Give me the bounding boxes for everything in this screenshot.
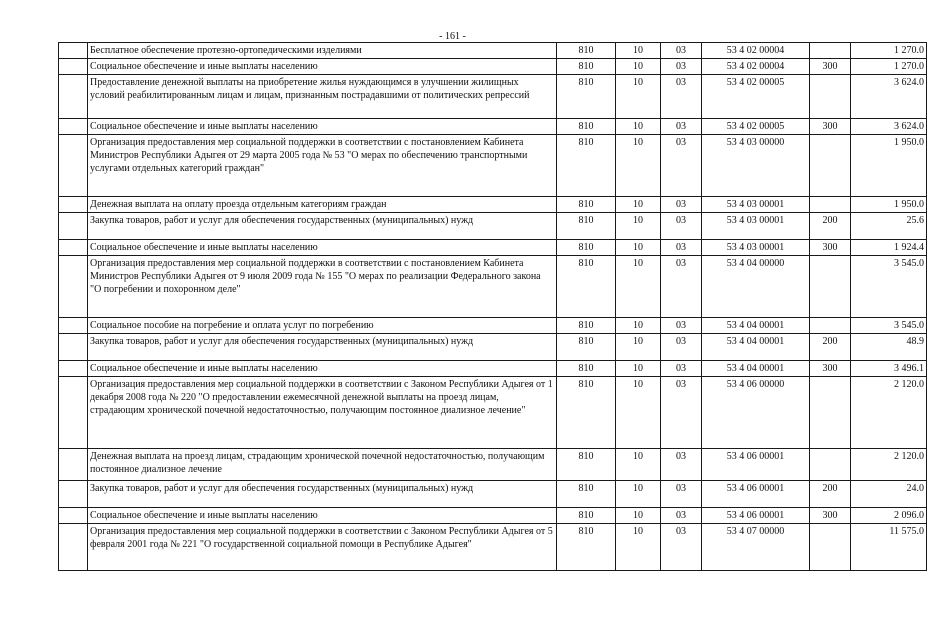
row-amount-text: 11 575.0 xyxy=(889,526,924,537)
row-section-text: 10 xyxy=(633,77,643,88)
row-section-cell xyxy=(616,508,661,524)
row-target-code-cell xyxy=(702,508,810,524)
row-subsection-cell xyxy=(661,59,702,75)
row-target-code-text: 53 4 07 00000 xyxy=(726,526,785,537)
row-section-cell xyxy=(616,135,661,197)
row-subsection-cell xyxy=(661,508,702,524)
row-expense-type-cell xyxy=(810,75,851,119)
table-row xyxy=(59,508,927,524)
row-target-code-text: 53 4 04 00001 xyxy=(726,320,785,331)
row-name-text: Социальное обеспечение и иные выплаты населению xyxy=(90,242,318,253)
row-subsection-cell xyxy=(661,213,702,240)
row-amount-cell xyxy=(851,361,927,377)
row-amount-cell xyxy=(851,213,927,240)
table-row xyxy=(59,213,927,240)
row-section-text: 10 xyxy=(633,451,643,462)
row-subsection-cell xyxy=(661,135,702,197)
row-index-cell xyxy=(59,377,88,449)
table-row xyxy=(59,135,927,197)
row-expense-type-cell xyxy=(810,43,851,59)
row-grp-cell xyxy=(557,361,616,377)
row-section-cell xyxy=(616,256,661,318)
row-grp-cell xyxy=(557,508,616,524)
row-index-cell xyxy=(59,361,88,377)
row-section-cell xyxy=(616,524,661,571)
row-amount-text: 3 496.1 xyxy=(894,363,924,374)
row-grp-cell xyxy=(557,377,616,449)
row-name-cell xyxy=(88,75,557,119)
row-target-code-cell xyxy=(702,318,810,334)
row-name-text: Бесплатное обеспечение протезно-ортопедическими изделиями xyxy=(90,45,362,56)
row-name-text: Закупка товаров, работ и услуг для обеспечения государственных (муниципальных) нужд xyxy=(90,483,474,494)
row-grp-text: 810 xyxy=(578,483,594,494)
row-expense-type-cell xyxy=(810,524,851,571)
row-name-text: Социальное обеспечение и иные выплаты населению xyxy=(90,510,318,521)
row-amount-cell xyxy=(851,197,927,213)
row-target-code-text: 53 4 03 00000 xyxy=(726,137,785,148)
row-index-cell xyxy=(59,75,88,119)
row-name-cell xyxy=(88,197,557,213)
row-subsection-cell xyxy=(661,75,702,119)
row-target-code-text: 53 4 02 00004 xyxy=(726,61,785,72)
row-target-code-text: 53 4 02 00004 xyxy=(726,45,785,56)
table-row xyxy=(59,59,927,75)
row-target-code-text: 53 4 04 00001 xyxy=(726,336,785,347)
row-subsection-text: 03 xyxy=(676,45,686,56)
row-target-code-text: 53 4 02 00005 xyxy=(726,77,785,88)
row-expense-type-cell xyxy=(810,449,851,481)
row-name-text: Денежная выплата на проезд лицам, страдающим хронической почечной недостаточностью, получающим постоянное диализное лечение xyxy=(90,451,545,475)
row-expense-type-cell xyxy=(810,197,851,213)
row-name-text: Закупка товаров, работ и услуг для обеспечения государственных (муниципальных) нужд xyxy=(90,215,474,226)
row-index-cell xyxy=(59,449,88,481)
row-target-code-cell xyxy=(702,119,810,135)
row-section-text: 10 xyxy=(633,258,643,269)
table-row xyxy=(59,481,927,508)
row-index-cell xyxy=(59,508,88,524)
row-index-cell xyxy=(59,481,88,508)
row-expense-type-cell xyxy=(810,135,851,197)
row-expense-type-cell xyxy=(810,508,851,524)
row-amount-text: 1 950.0 xyxy=(894,199,924,210)
table-row xyxy=(59,524,927,571)
row-subsection-cell xyxy=(661,449,702,481)
row-grp-text: 810 xyxy=(578,242,594,253)
table-row xyxy=(59,334,927,361)
row-grp-text: 810 xyxy=(578,121,594,132)
table-row xyxy=(59,197,927,213)
table-row xyxy=(59,377,927,449)
row-subsection-text: 03 xyxy=(676,379,686,390)
row-name-cell xyxy=(88,240,557,256)
row-target-code-cell xyxy=(702,449,810,481)
row-section-cell xyxy=(616,197,661,213)
row-grp-text: 810 xyxy=(578,320,594,331)
row-name-cell xyxy=(88,481,557,508)
row-target-code-cell xyxy=(702,361,810,377)
row-index-cell xyxy=(59,135,88,197)
budget-table-body xyxy=(59,43,927,571)
row-amount-cell xyxy=(851,119,927,135)
row-subsection-text: 03 xyxy=(676,199,686,210)
row-amount-text: 24.0 xyxy=(906,483,924,494)
row-grp-cell xyxy=(557,197,616,213)
row-section-cell xyxy=(616,318,661,334)
row-grp-cell xyxy=(557,119,616,135)
row-index-cell xyxy=(59,197,88,213)
row-grp-text: 810 xyxy=(578,215,594,226)
table-row xyxy=(59,240,927,256)
row-section-text: 10 xyxy=(633,336,643,347)
table-row xyxy=(59,119,927,135)
row-grp-text: 810 xyxy=(578,451,594,462)
row-name-cell xyxy=(88,508,557,524)
row-subsection-text: 03 xyxy=(676,510,686,521)
row-grp-cell xyxy=(557,449,616,481)
row-section-cell xyxy=(616,377,661,449)
row-name-text: Социальное обеспечение и иные выплаты населению xyxy=(90,61,318,72)
table-row xyxy=(59,449,927,481)
row-amount-text: 1 270.0 xyxy=(894,45,924,56)
row-grp-cell xyxy=(557,481,616,508)
row-amount-cell xyxy=(851,481,927,508)
row-name-cell xyxy=(88,334,557,361)
row-target-code-cell xyxy=(702,135,810,197)
row-expense-type-cell xyxy=(810,256,851,318)
row-section-text: 10 xyxy=(633,121,643,132)
row-subsection-text: 03 xyxy=(676,137,686,148)
row-expense-type-cell xyxy=(810,361,851,377)
row-expense-type-cell xyxy=(810,59,851,75)
row-section-cell xyxy=(616,75,661,119)
row-grp-text: 810 xyxy=(578,61,594,72)
row-grp-text: 810 xyxy=(578,137,594,148)
row-amount-cell xyxy=(851,524,927,571)
row-subsection-text: 03 xyxy=(676,77,686,88)
row-section-cell xyxy=(616,240,661,256)
row-expense-type-text: 300 xyxy=(822,363,838,374)
row-expense-type-cell xyxy=(810,481,851,508)
row-expense-type-cell xyxy=(810,334,851,361)
row-index-cell xyxy=(59,240,88,256)
row-name-text: Организация предоставления мер социальной поддержки в соответствии с постановлением Кабинета Министров Республики Адыгея от 29 марта 2005 года № 53 "О мерах по обеспечению транспортными услугами отдельных категорий граждан" xyxy=(90,137,528,174)
table-row xyxy=(59,318,927,334)
row-amount-cell xyxy=(851,449,927,481)
row-subsection-text: 03 xyxy=(676,258,686,269)
row-amount-text: 1 924.4 xyxy=(894,242,924,253)
row-subsection-text: 03 xyxy=(676,320,686,331)
row-name-text: Предоставление денежной выплаты на приобретение жилья нуждающимся в улучшении жилищных условий реабилитированным лицам и лицам, признанным пострадавшими от политических репрессий xyxy=(90,77,530,101)
row-section-text: 10 xyxy=(633,526,643,537)
row-subsection-cell xyxy=(661,256,702,318)
row-target-code-text: 53 4 04 00000 xyxy=(726,258,785,269)
row-target-code-cell xyxy=(702,59,810,75)
row-section-cell xyxy=(616,43,661,59)
row-subsection-cell xyxy=(661,119,702,135)
row-section-text: 10 xyxy=(633,61,643,72)
row-subsection-text: 03 xyxy=(676,61,686,72)
row-section-cell xyxy=(616,481,661,508)
row-name-cell xyxy=(88,449,557,481)
row-amount-cell xyxy=(851,377,927,449)
row-name-text: Организация предоставления мер социальной поддержки в соответствии с Законом Республики Адыгея от 5 февраля 2001 года № 221 "О государственной социальной помощи в Республике Адыгея" xyxy=(90,526,553,550)
row-amount-cell xyxy=(851,508,927,524)
row-grp-text: 810 xyxy=(578,379,594,390)
row-grp-text: 810 xyxy=(578,199,594,210)
row-grp-text: 810 xyxy=(578,77,594,88)
row-grp-cell xyxy=(557,256,616,318)
row-amount-text: 3 624.0 xyxy=(894,121,924,132)
row-amount-cell xyxy=(851,256,927,318)
row-target-code-cell xyxy=(702,197,810,213)
row-grp-text: 810 xyxy=(578,258,594,269)
row-amount-text: 3 624.0 xyxy=(894,77,924,88)
row-target-code-cell xyxy=(702,377,810,449)
row-subsection-text: 03 xyxy=(676,451,686,462)
row-subsection-cell xyxy=(661,334,702,361)
row-grp-cell xyxy=(557,43,616,59)
row-amount-cell xyxy=(851,59,927,75)
row-target-code-cell xyxy=(702,240,810,256)
row-amount-cell xyxy=(851,43,927,59)
row-subsection-cell xyxy=(661,361,702,377)
row-amount-text: 2 120.0 xyxy=(894,379,924,390)
row-amount-text: 1 950.0 xyxy=(894,137,924,148)
row-subsection-text: 03 xyxy=(676,121,686,132)
row-subsection-cell xyxy=(661,377,702,449)
budget-table xyxy=(58,42,927,571)
row-amount-text: 1 270.0 xyxy=(894,61,924,72)
row-target-code-text: 53 4 03 00001 xyxy=(726,242,785,253)
row-name-cell xyxy=(88,377,557,449)
page-number: - 161 - xyxy=(439,31,466,42)
row-amount-text: 25.6 xyxy=(906,215,924,226)
row-grp-cell xyxy=(557,59,616,75)
row-name-cell xyxy=(88,59,557,75)
row-target-code-text: 53 4 04 00001 xyxy=(726,363,785,374)
row-section-text: 10 xyxy=(633,242,643,253)
row-target-code-cell xyxy=(702,481,810,508)
row-grp-cell xyxy=(557,318,616,334)
row-subsection-text: 03 xyxy=(676,363,686,374)
row-section-cell xyxy=(616,449,661,481)
row-name-text: Социальное обеспечение и иные выплаты населению xyxy=(90,363,318,374)
row-expense-type-text: 300 xyxy=(822,61,838,72)
row-name-text: Закупка товаров, работ и услуг для обеспечения государственных (муниципальных) нужд xyxy=(90,336,474,347)
row-expense-type-text: 200 xyxy=(822,215,838,226)
row-amount-text: 48.9 xyxy=(906,336,924,347)
row-target-code-text: 53 4 03 00001 xyxy=(726,215,785,226)
row-section-text: 10 xyxy=(633,363,643,374)
row-grp-cell xyxy=(557,213,616,240)
row-section-text: 10 xyxy=(633,199,643,210)
row-target-code-cell xyxy=(702,524,810,571)
row-grp-cell xyxy=(557,334,616,361)
row-amount-text: 2 096.0 xyxy=(894,510,924,521)
row-section-cell xyxy=(616,213,661,240)
row-subsection-cell xyxy=(661,197,702,213)
row-grp-cell xyxy=(557,524,616,571)
row-name-text: Организация предоставления мер социальной поддержки в соответствии с постановлением Кабинета Министров Республики Адыгея от 9 июля 2009 года № 155 "О мерах по реализации Федерального закона "О погребении и похоронном деле" xyxy=(90,258,541,295)
row-grp-cell xyxy=(557,135,616,197)
row-target-code-cell xyxy=(702,43,810,59)
row-section-text: 10 xyxy=(633,510,643,521)
row-section-text: 10 xyxy=(633,45,643,56)
row-subsection-text: 03 xyxy=(676,483,686,494)
row-amount-cell xyxy=(851,318,927,334)
row-grp-text: 810 xyxy=(578,526,594,537)
row-name-cell xyxy=(88,135,557,197)
row-name-cell xyxy=(88,318,557,334)
row-target-code-text: 53 4 06 00001 xyxy=(726,451,785,462)
row-grp-cell xyxy=(557,75,616,119)
row-amount-cell xyxy=(851,334,927,361)
row-expense-type-text: 200 xyxy=(822,483,838,494)
row-subsection-cell xyxy=(661,481,702,508)
row-section-text: 10 xyxy=(633,320,643,331)
row-grp-text: 810 xyxy=(578,336,594,347)
row-grp-text: 810 xyxy=(578,510,594,521)
row-section-text: 10 xyxy=(633,215,643,226)
row-expense-type-cell xyxy=(810,213,851,240)
row-name-cell xyxy=(88,361,557,377)
row-expense-type-text: 300 xyxy=(822,242,838,253)
row-name-text: Денежная выплата на оплату проезда отдельным категориям граждан xyxy=(90,199,387,210)
row-name-cell xyxy=(88,43,557,59)
row-expense-type-cell xyxy=(810,119,851,135)
row-index-cell xyxy=(59,524,88,571)
row-subsection-cell xyxy=(661,240,702,256)
row-name-text: Социальное обеспечение и иные выплаты населению xyxy=(90,121,318,132)
row-target-code-text: 53 4 06 00001 xyxy=(726,510,785,521)
row-target-code-text: 53 4 06 00001 xyxy=(726,483,785,494)
row-subsection-text: 03 xyxy=(676,242,686,253)
row-amount-text: 3 545.0 xyxy=(894,320,924,331)
row-expense-type-cell xyxy=(810,240,851,256)
row-target-code-cell xyxy=(702,334,810,361)
row-amount-cell xyxy=(851,240,927,256)
row-name-text: Организация предоставления мер социальной поддержки в соответствии с Законом Республики Адыгея от 1 декабря 2008 года № 220 "О предоставлении ежемесячной денежной выплаты на проезд лицам, страдающим хронической почечной недостаточностью, получающим постоянное диализное лечение" xyxy=(90,379,553,416)
row-index-cell xyxy=(59,334,88,361)
row-target-code-text: 53 4 06 00000 xyxy=(726,379,785,390)
row-name-cell xyxy=(88,256,557,318)
row-amount-text: 3 545.0 xyxy=(894,258,924,269)
row-target-code-cell xyxy=(702,256,810,318)
row-expense-type-text: 300 xyxy=(822,510,838,521)
row-index-cell xyxy=(59,43,88,59)
row-grp-cell xyxy=(557,240,616,256)
table-row xyxy=(59,43,927,59)
table-row xyxy=(59,256,927,318)
row-amount-text: 2 120.0 xyxy=(894,451,924,462)
row-subsection-text: 03 xyxy=(676,526,686,537)
row-name-text: Социальное пособие на погребение и оплата услуг по погребению xyxy=(90,320,374,331)
row-subsection-text: 03 xyxy=(676,336,686,347)
row-expense-type-cell xyxy=(810,377,851,449)
row-subsection-cell xyxy=(661,43,702,59)
table-row xyxy=(59,361,927,377)
row-grp-text: 810 xyxy=(578,45,594,56)
row-expense-type-cell xyxy=(810,318,851,334)
table-row xyxy=(59,75,927,119)
row-section-cell xyxy=(616,361,661,377)
row-subsection-text: 03 xyxy=(676,215,686,226)
row-index-cell xyxy=(59,119,88,135)
row-amount-cell xyxy=(851,135,927,197)
row-name-cell xyxy=(88,213,557,240)
row-index-cell xyxy=(59,213,88,240)
row-section-text: 10 xyxy=(633,483,643,494)
row-target-code-text: 53 4 03 00001 xyxy=(726,199,785,210)
row-expense-type-text: 300 xyxy=(822,121,838,132)
row-subsection-cell xyxy=(661,524,702,571)
row-section-text: 10 xyxy=(633,379,643,390)
row-index-cell xyxy=(59,256,88,318)
row-section-cell xyxy=(616,119,661,135)
row-section-text: 10 xyxy=(633,137,643,148)
row-section-cell xyxy=(616,59,661,75)
row-target-code-cell xyxy=(702,213,810,240)
row-section-cell xyxy=(616,334,661,361)
row-name-cell xyxy=(88,119,557,135)
row-grp-text: 810 xyxy=(578,363,594,374)
row-target-code-cell xyxy=(702,75,810,119)
row-amount-cell xyxy=(851,75,927,119)
row-subsection-cell xyxy=(661,318,702,334)
row-name-cell xyxy=(88,524,557,571)
row-expense-type-text: 200 xyxy=(822,336,838,347)
row-target-code-text: 53 4 02 00005 xyxy=(726,121,785,132)
row-index-cell xyxy=(59,59,88,75)
row-index-cell xyxy=(59,318,88,334)
